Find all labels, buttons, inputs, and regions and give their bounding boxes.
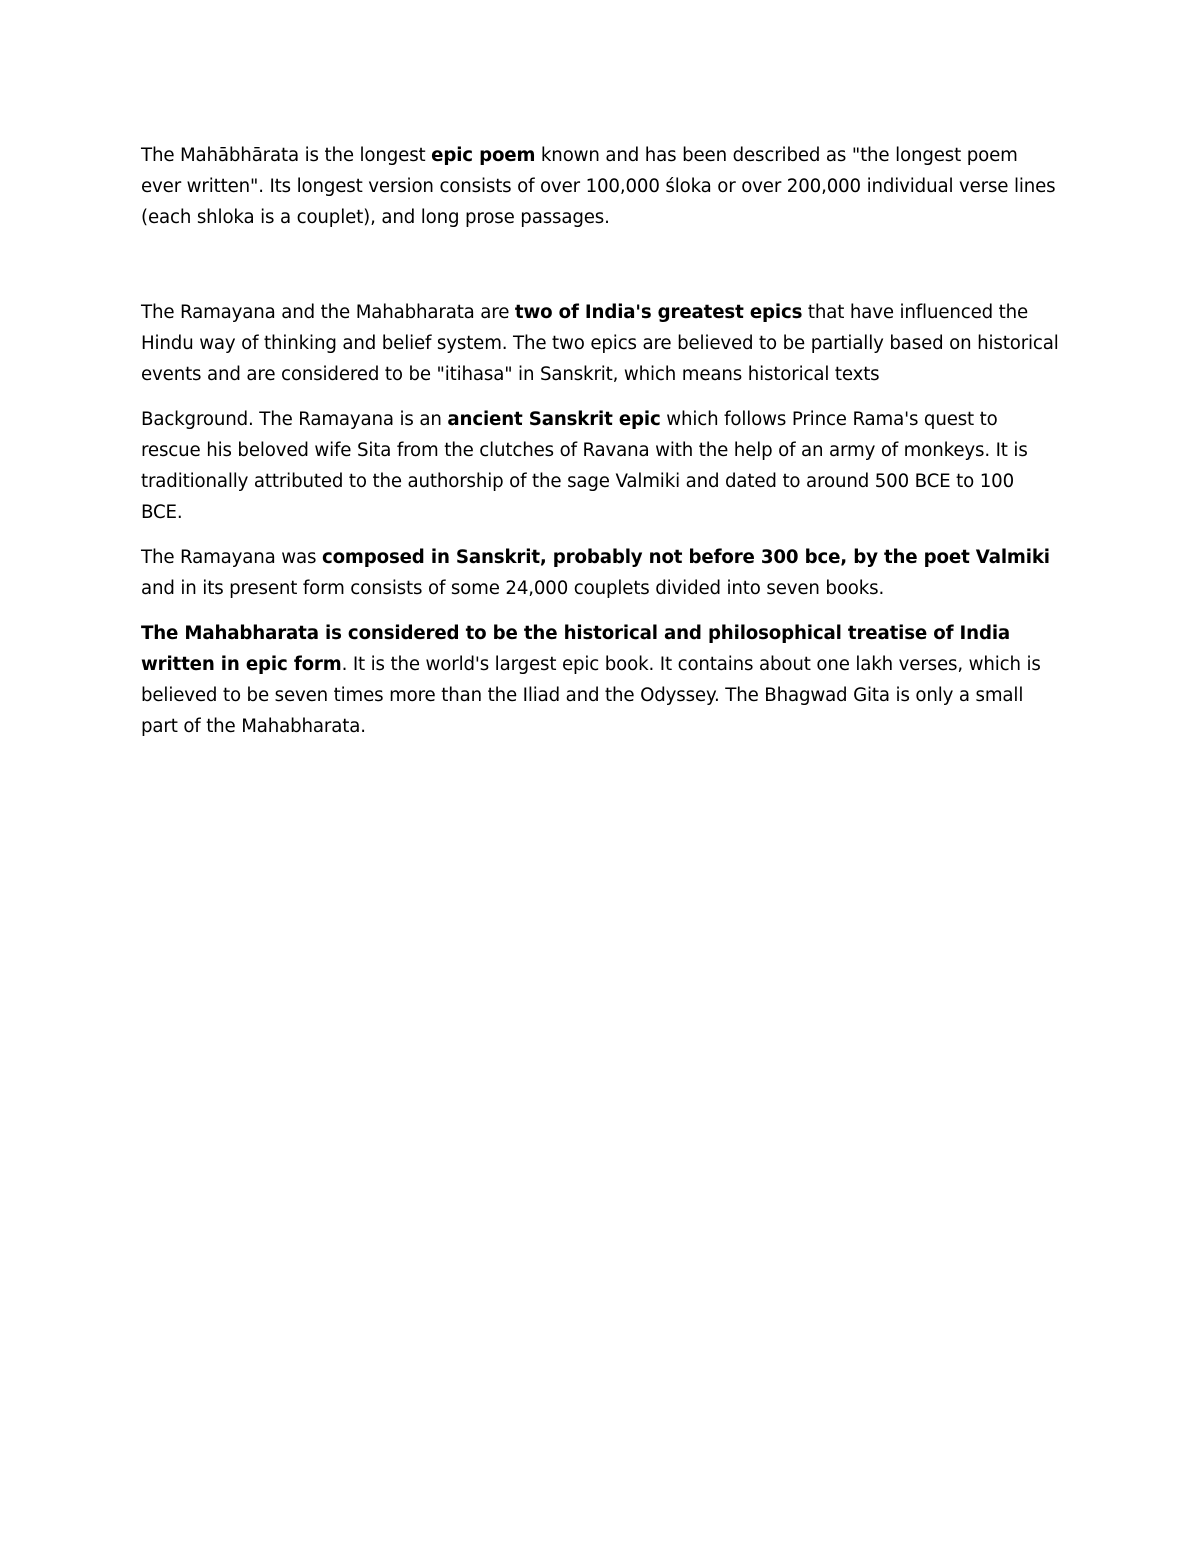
text-span: . It is the world's largest epic book. It contains about one lakh verses, which is believed to be seven times more than the Iliad and the Odyssey. The Bhagwad Gita is only a small part of the Mahabharata. xyxy=(141,654,1041,737)
text-span: The Mahābhārata is the longest xyxy=(141,145,432,166)
text-span: known and has been described as "the longest poem ever written". Its longest version consists of over 100,000 śloka or over 200,000 individual verse lines (each shloka is a couplet), and long prose passages. xyxy=(141,145,1056,228)
text-span: that have influenced the Hindu way of thinking and belief system. The two epics are believed to be partially based on historical events and are considered to be "itihasa" in Sanskrit, which means historical texts xyxy=(141,302,1059,385)
paragraph-mahabharata-treatise xyxy=(141,618,1061,742)
paragraph-ramayana-background xyxy=(141,404,1061,528)
text-span: The Ramayana and the Mahabharata are xyxy=(141,302,515,323)
text-span: Background. The Ramayana is an xyxy=(141,409,448,430)
text-span-bold: two of India's greatest epics xyxy=(514,302,803,323)
text-span-bold: epic poem xyxy=(431,145,536,166)
paragraph-two-greatest-epics xyxy=(141,297,1061,390)
text-span: The Ramayana was xyxy=(141,547,322,568)
text-span-bold: ancient Sanskrit epic xyxy=(447,409,661,430)
paragraph-mahabharata-longest-epic xyxy=(141,140,1061,233)
text-span: which follows Prince Rama's quest to rescue his beloved wife Sita from the clutches of Ravana with the help of an army of monkeys. It is traditionally attributed to the authorship of the sage Valmiki and dated to around 500 BCE to 100 BCE. xyxy=(141,409,1028,523)
text-span-bold: The Mahabharata is considered to be the historical and philosophical treatise of India written in epic form xyxy=(141,623,1011,675)
text-span: and in its present form consists of some 24,000 couplets divided into seven books. xyxy=(141,578,885,599)
document-body xyxy=(141,140,1061,756)
text-span-bold: composed in Sanskrit, probably not before 300 bce, by the poet Valmiki xyxy=(321,547,1050,568)
paragraph-ramayana-composition xyxy=(141,542,1061,604)
